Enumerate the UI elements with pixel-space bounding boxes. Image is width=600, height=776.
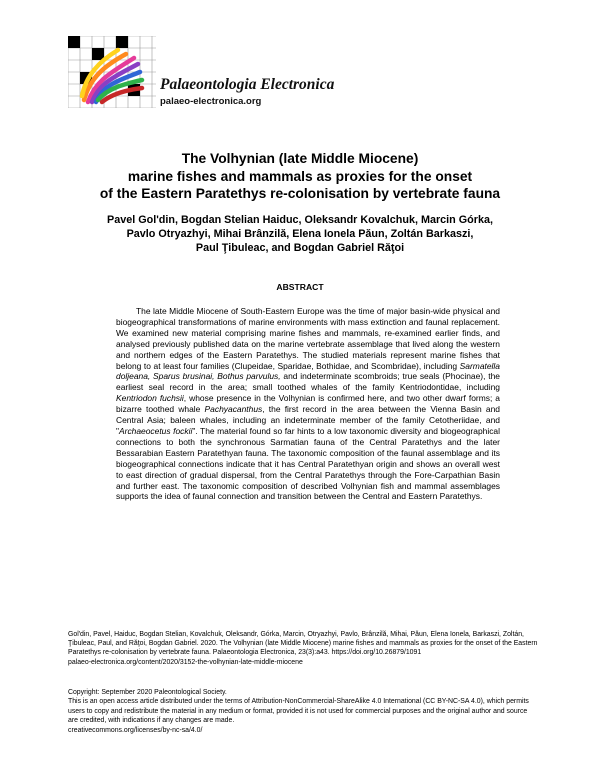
abstract-taxon: Kentriodon fuchsii	[116, 393, 184, 404]
citation-text: Gol'din, Pavel, Haiduc, Bogdan Stelian, Kovalchuk, Oleksandr, Górka, Marcin, Otryazhyi, Pavlo, Brânzilă, Mihai, Păun, Elena Ionela, Barkaszi, Zoltán, Ţibuleac, Paul, and Răţoi, Bogdan Gabriel. 2020. The Volhynian (late Middle Miocene) marine fishes and mammals as proxies for the onset of the Eastern Paratethys re-colonisation by vertebrate fauna. Palaeontologia Electronica, 23(3):a43. https://doi.org/10.26879/1091	[68, 631, 538, 657]
license-text: This is an open access article distributed under the terms of Attribution-NonCommercial-ShareAlike 4.0 International (CC BY-NC-SA 4.0), which permits users to copy and redistribute the material in any medium or format, provided it is not used for commercial purposes and the original author and source are credited, with indications if any changes are made.	[68, 698, 529, 725]
title-line: The Volhynian (late Middle Miocene)	[181, 151, 419, 166]
author-line: Paul Ţibuleac, and Bogdan Gabriel Răţoi	[195, 242, 405, 254]
abstract-taxon: Archaeocetus fockii	[119, 425, 193, 436]
citation-block	[68, 630, 538, 667]
title-line: of the Eastern Paratethys re-colonisation by vertebrate fauna	[99, 186, 501, 201]
abstract-taxon: Pachyacanthus	[204, 404, 263, 415]
journal-logo	[68, 36, 156, 108]
abstract-text: ". The material found so far hints to a low taxonomic diversity and biogeographical connections to both the synchronous Sarmatian fauna of the Central Paratethys and the later Bessarabian Eastern Paratethyan fauna. The taxonomic composition of the faunal assemblage and its biogeographical connections indicate that it has Central Paratethyan origin and shows an overall west to east direction of gradual dispersal, from the Central Paratethys through the Fore-Carpathian Basin and further east. The taxonomic composition of described Volhynian fish and mammal assemblages supports the idea of faunal connection and transition between the Central and Eastern Paratethys.	[116, 425, 500, 502]
abstract-body	[116, 306, 500, 502]
title-line: marine fishes and mammals as proxies for the onset	[127, 168, 473, 184]
copyright-line: Copyright: September 2020 Paleontological Society.	[68, 689, 227, 696]
article-title	[0, 150, 600, 203]
abstract-taxon: Sarmatella doljeana, Sparus brusinai, Bothus parvulus,	[116, 360, 500, 382]
author-line: Pavel Gol'din, Bogdan Stelian Haiduc, Oleksandr Kovalchuk, Marcin Górka,	[107, 214, 493, 226]
author-line: Pavlo Otryazhyi, Mihai Brânzilă, Elena Ionela Păun, Zoltán Barkaszi,	[126, 228, 474, 240]
license-url[interactable]: creativecommons.org/licenses/by-nc-sa/4.0/	[68, 726, 203, 734]
abstract-text: and indeterminate scombroids; true seals (Phocinae), the earliest seal record in the area; small toothed whales of the family Kentriodontidae, including	[116, 371, 500, 393]
abstract-heading: ABSTRACT	[276, 282, 324, 292]
journal-logo-graphic	[68, 36, 156, 108]
copyright-block	[68, 688, 538, 735]
journal-header	[160, 76, 334, 107]
abstract-text: The late Middle Miocene of South-Eastern Europe was the time of major basin-wide physical and biogeographical transformations of marine environments with mass extinction and faunal replacement. We examined new material comprising marine fishes and mammals, re-examined earlier finds, and analysed previously published data on the marine vertebrate assemblage that lived along the western and northern edges of the Eastern Paratethys. The studied materials represent marine fishes that belong to at least four families (Clupeidae, Sparidae, Bothidae, and Scombridae), including	[116, 306, 500, 371]
author-list	[60, 213, 540, 255]
abstract-text: , the first record in the area between the Vienna Basin and Central Asia; baleen whales, including an indeterminate member of the family Cetotheriidae, and "	[116, 404, 500, 436]
citation-url[interactable]: palaeo-electronica.org/content/2020/3152-the-volhynian-late-middle-miocene	[68, 658, 303, 666]
journal-url[interactable]: palaeo-electronica.org	[160, 96, 262, 107]
journal-name: Palaeontologia Electronica	[160, 76, 335, 93]
abstract-text: , whose presence in the Volhynian is confirmed here, and two other dwarf forms; a bizarre toothed whale	[116, 393, 500, 415]
